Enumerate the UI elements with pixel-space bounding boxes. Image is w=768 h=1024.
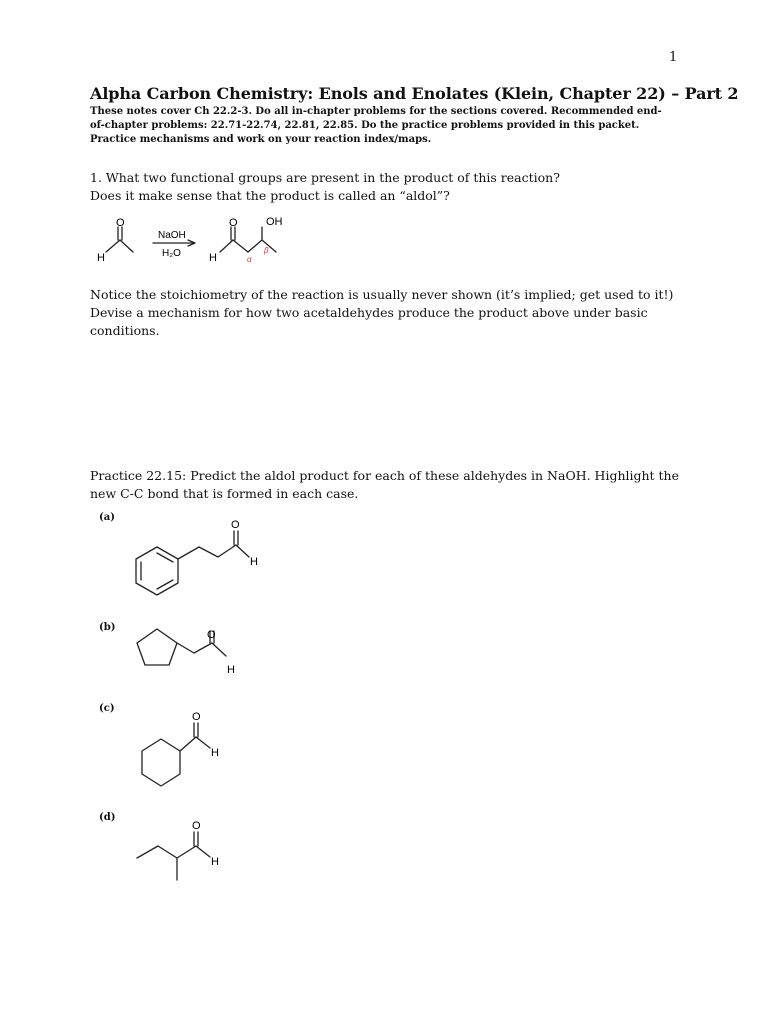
notice-line-1: Notice the stoichiometry of the reaction is usually never shown (it’s implied; get used to it!): [90, 287, 674, 302]
part-d-oxygen: O: [192, 820, 201, 832]
beta-label: β: [264, 246, 269, 255]
reactant-methyl-bond: [120, 240, 133, 252]
reactant-h-bond: [106, 240, 120, 252]
part-c-hydrogen: H: [211, 747, 219, 759]
part-d-hydrogen: H: [211, 856, 219, 868]
structure-c-cyclohexanecarbaldehyde: [142, 723, 210, 786]
page-title: Alpha Carbon Chemistry: Enols and Enolates (Klein, Chapter 22) – Part 2: [90, 84, 739, 103]
product-oxygen: O: [229, 217, 238, 229]
product-hydroxyl: OH: [266, 216, 283, 228]
part-a-label: (a): [99, 512, 115, 523]
reactant-oxygen: O: [116, 217, 125, 229]
acetaldehyde-structure: [106, 227, 133, 252]
structure-a-phenylpropanal: [136, 531, 249, 595]
part-c-oxygen: O: [192, 711, 201, 723]
part-a-hydrogen: H: [250, 556, 258, 568]
part-c-label: (c): [99, 703, 115, 714]
part-b-label: (b): [99, 622, 116, 633]
part-b-hydrogen: H: [227, 664, 235, 676]
question-1-line-2: Does it make sense that the product is called an “aldol”?: [90, 188, 450, 203]
alpha-label: α: [247, 255, 252, 264]
notice-line-2: Devise a mechanism for how two acetaldehydes produce the product above under basic: [90, 305, 648, 320]
page-number: 1: [669, 50, 678, 65]
part-d-label: (d): [99, 812, 116, 823]
question-1-line-1: 1. What two functional groups are present in the product of this reaction?: [90, 170, 560, 185]
reactant-hydrogen: H: [97, 252, 105, 264]
notice-line-3: conditions.: [90, 323, 160, 338]
reagent-bottom: H₂O: [162, 248, 181, 259]
part-a-oxygen: O: [231, 519, 240, 531]
practice-line-2: new C-C bond that is formed in each case.: [90, 486, 359, 501]
practice-line-1: Practice 22.15: Predict the aldol product for each of these aldehydes in NaOH. Highlight the: [90, 468, 680, 483]
part-b-oxygen: O: [207, 629, 216, 641]
structure-d-methylbutanal: [137, 832, 210, 880]
reagent-top: NaOH: [158, 230, 186, 241]
intro-text: These notes cover Ch 22.2-3. Do all in-chapter problems for the sections covered. Recommended end-of-chapter problems: 22.71-22.74, 22.81, 22.85. Do the practice problems provided in this packet. Practice mechanisms and work on your reaction index/maps.: [90, 106, 662, 145]
product-hydrogen: H: [209, 252, 217, 264]
